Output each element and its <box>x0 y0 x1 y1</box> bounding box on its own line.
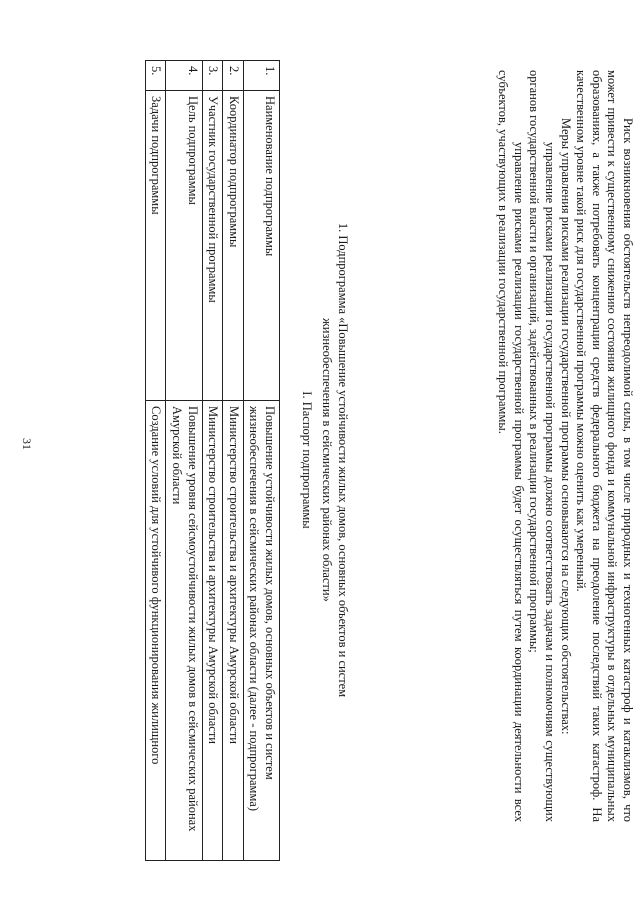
body-text <box>495 70 635 822</box>
row-name: Задачи подпрограммы <box>145 91 166 401</box>
row-name: Наименование подпрограммы <box>243 91 279 401</box>
row-value: Повышение уровня сейсмоустойчивости жилых домов в сейсмических районах Амурской области <box>166 401 202 861</box>
table-row <box>243 61 279 861</box>
subprogram-heading <box>319 150 350 770</box>
table-row <box>145 61 166 861</box>
row-value: Повышение устойчивости жилых домов, основных объектов и систем жизнеобеспечения в сейсмических районах области (далее - подпрограмма) <box>243 401 279 861</box>
passport-heading: I. Паспорт подпрограммы <box>300 391 314 529</box>
row-number: 3. <box>202 61 223 91</box>
row-name: Цель подпрограммы <box>166 91 202 401</box>
table-row <box>223 61 244 861</box>
passport-table <box>145 60 280 861</box>
row-number: 5. <box>145 61 166 91</box>
paragraph-measures: Меры управления рисками реализации государственной программы основываются на следующих обстоятельствах: <box>558 118 573 735</box>
paragraph-management-2: управление рисками реализации государственной программы будет осуществляться путем координации деятельности всех субъектов, участвующих в реализации государственной программы. <box>496 70 526 822</box>
row-number: 1. <box>243 61 279 91</box>
row-value: Министерство строительства и архитектуры Амурской области <box>202 401 223 861</box>
paragraph-risk: Риск возникновения обстоятельств непреодолимой силы, в том числе природных и техногенных катастроф и катаклизмов, что может привести к существенному снижению состояния жилищного фонда и коммунальной инфраструктуры в отдельных муниципальных образованиях, а также потребовать концентрации средств федерального бюджета на преодоление последствий таких катастроф. На качественном уровне такой риск для государственной программы можно оценить как умеренный. <box>574 70 635 822</box>
row-number: 4. <box>166 61 202 91</box>
row-name: Координатор подпрограммы <box>223 91 244 401</box>
page-number: 31 <box>20 438 34 450</box>
row-value: Создание условий для устойчивого функционирования жилищного <box>145 401 166 861</box>
row-value: Министерство строительства и архитектуры Амурской области <box>223 401 244 861</box>
paragraph-management-1: управление рисками реализации государственной программы должно соответствовать задачам и полномочиям существующих органов государственной власти и организаций, задействованных в реализации государственной программы; <box>527 70 558 822</box>
table-row <box>166 61 202 861</box>
subprogram-heading-line1: 1. Подпрограмма «Повышение устойчивости жилых домов, основных объектов и систем <box>336 222 350 698</box>
row-name: Участник государственной программы <box>202 91 223 401</box>
table-row <box>202 61 223 861</box>
row-number: 2. <box>223 61 244 91</box>
subprogram-heading-line2: жизнеобеспечения в сейсмических районах области» <box>320 318 335 602</box>
